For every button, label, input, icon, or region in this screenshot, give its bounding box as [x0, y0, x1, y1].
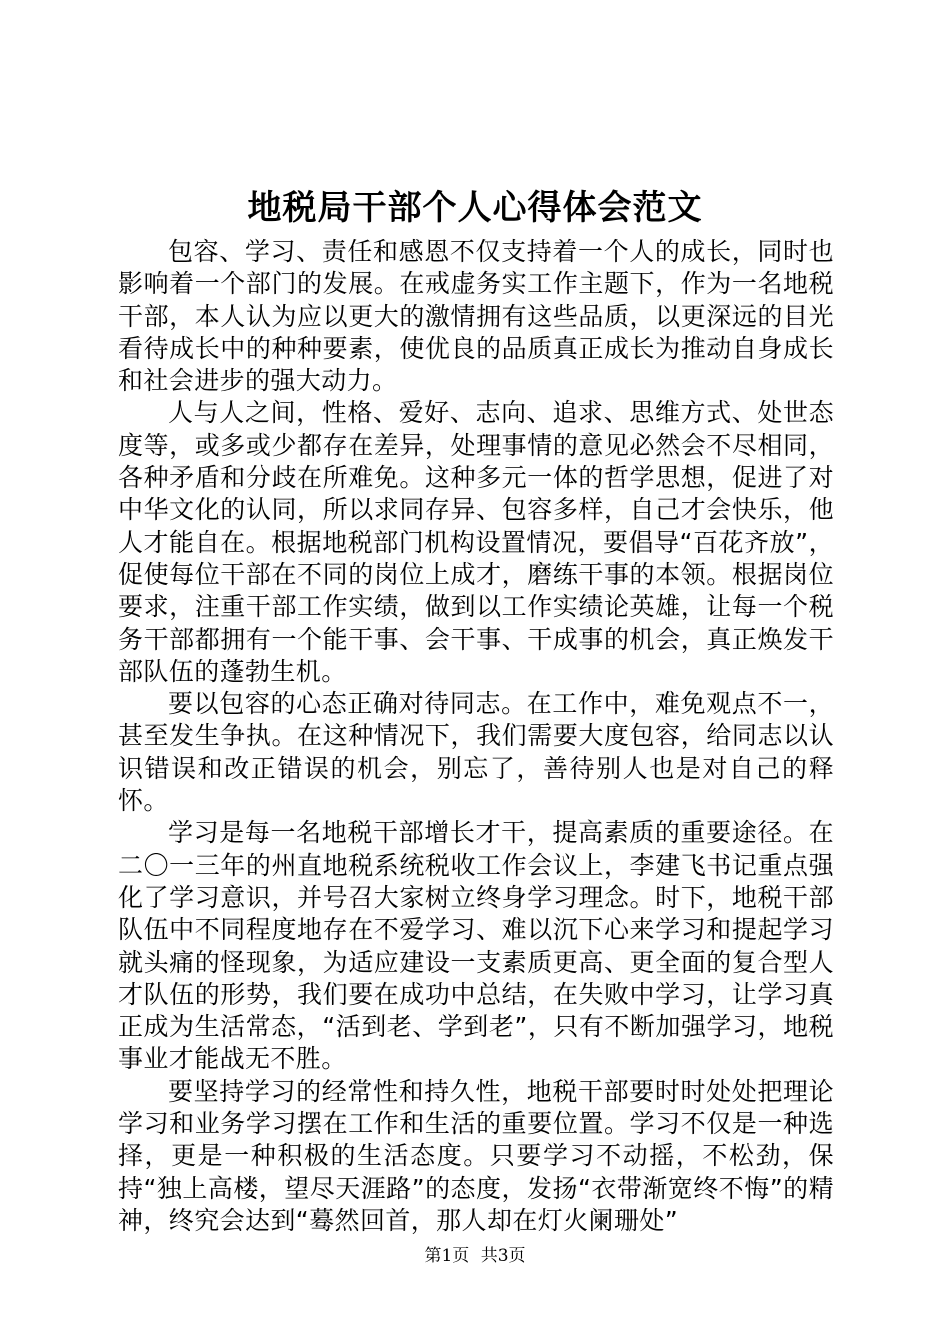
- paragraph: 要坚持学习的经常性和持久性，地税干部要时时处处把理论学习和业务学习摆在工作和生活的重要位置。学习不仅是一种选择，更是一种积极的生活态度。只要学习不动摇，不松劲，保持“独上高楼，望尽天涯路”的态度，发扬“衣带渐宽终不悔”的精神，终究会达到“蓦然回首，那人却在灯火阑珊处”: [118, 1076, 834, 1235]
- page-footer: [0, 1244, 950, 1268]
- document-title: 地税局干部个人心得体会范文: [247, 188, 703, 228]
- paragraph: 人与人之间，性格、爱好、志向、追求、思维方式、处世态度等，或多或少都存在差异，处理事情的意见必然会不尽相同，各种矛盾和分歧在所难免。这种多元一体的哲学思想，促进了对中华文化的认同，所以求同存异、包容多样，自己才会快乐，他人才能自在。根据地税部门机构设置情况，要倡导“百花齐放”，促使每位干部在不同的岗位上成才，磨练干事的本领。根据岗位要求，注重干部工作实绩，做到以工作实绩论英雄，让每一个税务干部都拥有一个能干事、会干事、干成事的机会，真正焕发干部队伍的蓬勃生机。: [118, 398, 834, 686]
- paragraph: 包容、学习、责任和感恩不仅支持着一个人的成长，同时也影响着一个部门的发展。在戒虚务实工作主题下，作为一名地税干部，本人认为应以更大的激情拥有这些品质，以更深远的目光看待成长中的种种要素，使优良的品质真正成长为推动自身成长和社会进步的强大动力。: [118, 237, 834, 396]
- page-total: 共3页: [480, 1246, 526, 1266]
- paragraph: 要以包容的心态正确对待同志。在工作中，难免观点不一，甚至发生争执。在这种情况下，我们需要大度包容，给同志以认识错误和改正错误的机会，别忘了，善待别人也是对自己的释怀。: [118, 689, 834, 816]
- page-number: 第1页: [424, 1246, 470, 1266]
- document-body: [118, 236, 834, 1237]
- paragraph: 学习是每一名地税干部增长才干，提高素质的重要途径。在二〇一三年的州直地税系统税收工作会议上，李建飞书记重点强化了学习意识，并号召大家树立终身学习理念。时下，地税干部队伍中不同程度地存在不爱学习、难以沉下心来学习和提起学习就头痛的怪现象，为适应建设一支素质更高、更全面的复合型人才队伍的形势，我们要在成功中总结，在失败中学习，让学习真正成为生活常态，“活到老、学到老”，只有不断加强学习，地税事业才能战无不胜。: [118, 818, 834, 1074]
